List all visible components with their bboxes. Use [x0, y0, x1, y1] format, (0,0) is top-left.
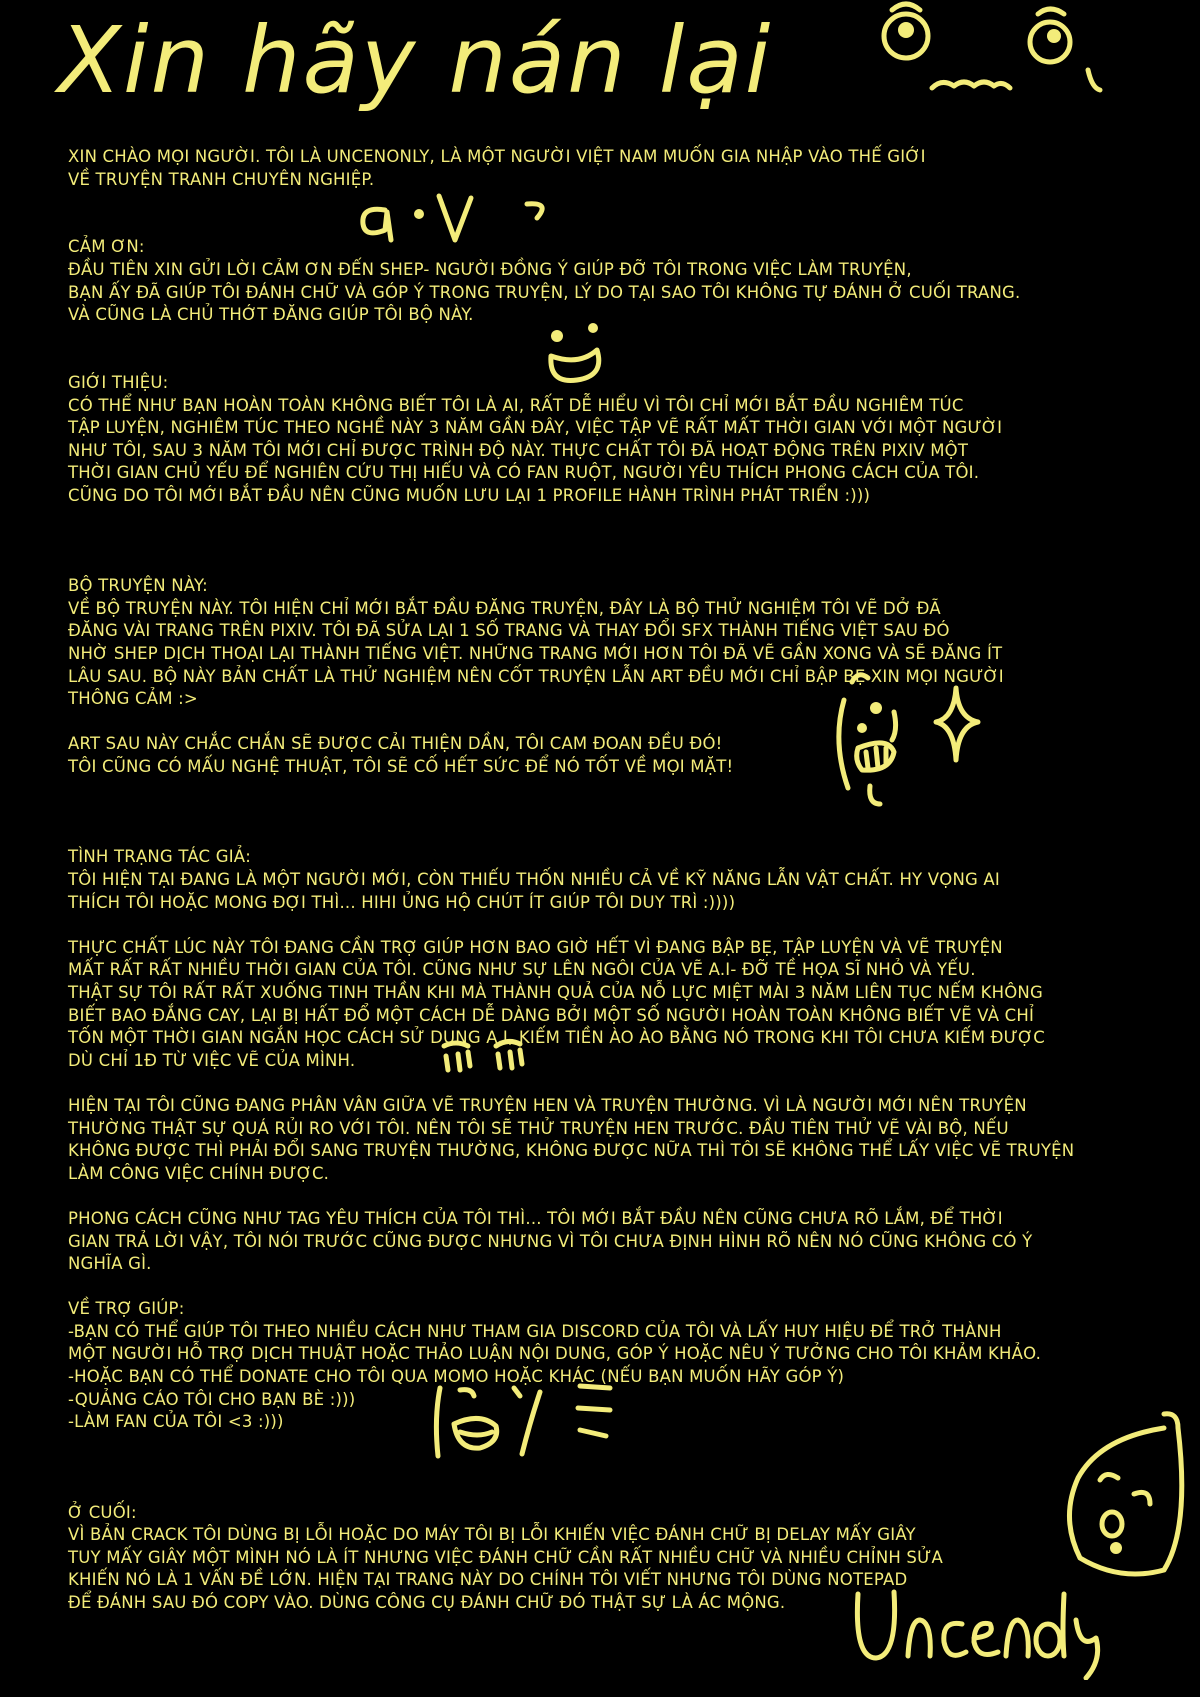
text-line: TUY MẤY GIÂY MỘT MÌNH NÓ LÀ ÍT NHƯNG VIỆC ĐÁNH CHỮ CẦN RẤT NHIỀU CHỮ VÀ NHIỀU CHỈNH SỬA — [68, 1547, 943, 1567]
grin-face-icon — [828, 668, 908, 813]
text-line — [68, 214, 1178, 237]
text-line: HIỆN TẠI TÔI CŨNG ĐANG PHÂN VÂN GIỮA VẼ TRUYỆN HEN VÀ TRUYỆN THƯỜNG. VÌ LÀ NGƯỜI MỚI NÊN TRUYỆN — [68, 1095, 1027, 1115]
text-line: VỀ TRUYỆN TRANH CHUYÊN NGHIỆP. — [68, 169, 375, 189]
wink-icon — [355, 190, 565, 250]
text-line: KHÔNG ĐƯỢC THÌ PHẢI ĐỔI SANG TRUYỆN THƯỜNG, KHÔNG ĐƯỢC NỮA THÌ TÔI SẼ KHÔNG THỂ LẤY VIỆC VẼ TRUYỆN — [68, 1141, 1075, 1161]
text-line: TẬP LUYỆN, NGHIÊM TÚC THEO NGHỀ NÀY 3 NĂM GẦN ĐÂY, VIỆC TẬP VẼ RẤT MẤT THỜI GIAN VỚI MỘT NGƯỜI — [68, 418, 1003, 438]
sweat-icon — [436, 1036, 536, 1076]
text-line — [68, 1185, 1178, 1208]
text-line — [68, 553, 1178, 576]
text-line: LÂU SAU. BỘ NÀY BẢN CHẤT LÀ THỬ NGHIỆM NÊN CỐT TRUYỆN LẪN ART ĐỀU MỚI CHỈ BẬP BẸ XIN MỌI NGƯỜI — [68, 666, 1004, 686]
text-line: -LÀM FAN CỦA TÔI <3 :))) — [68, 1412, 284, 1432]
text-line — [68, 914, 1178, 937]
text-line — [68, 711, 1178, 734]
text-line — [68, 1479, 1178, 1502]
text-line: XIN CHÀO MỌI NGƯỜI. TÔI LÀ UNCENONLY, LÀ MỘT NGƯỜI VIỆT NAM MUỐN GIA NHẬP VÀO THẾ GIỚI — [68, 147, 926, 166]
text-line: VỀ TRỢ GIÚP: — [68, 1299, 185, 1319]
text-line: TÌNH TRẠNG TÁC GIẢ: — [68, 847, 252, 867]
text-line: VÀ CŨNG LÀ CHỦ THỚT ĐĂNG GIÚP TÔI BỘ NÀY. — [68, 305, 474, 325]
text-line — [68, 824, 1178, 847]
text-line — [68, 349, 1178, 372]
text-line — [68, 327, 1178, 350]
text-line: ART SAU NÀY CHẮC CHẮN SẼ ĐƯỢC CẢI THIỆN DẦN, TÔI CAM ĐOAN ĐỀU ĐÓ! — [68, 734, 723, 754]
text-line: MỘT NGƯỜI HỖ TRỢ DỊCH THUẬT HOẶC THẢO LUẬN NỘI DUNG, GÓP Ý HOẶC NÊU Ý TƯỞNG CHO TÔI KHẢM KHẢO. — [68, 1344, 1042, 1364]
text-line: THỰC CHẤT LÚC NÀY TÔI ĐANG CẦN TRỢ GIÚP HƠN BAO GIỜ HẾT VÌ ĐANG BẬP BẸ, TẬP LUYỆN VÀ VẼ TRUYỆN — [68, 937, 1003, 957]
text-line: THỜI GIAN CHỦ YẾU ĐỂ NGHIÊN CỨU THỊ HIẾU VÀ CÓ FAN RUỘT, NGƯỜI YÊU THÍCH PHONG CÁCH CỦA TÔI. — [68, 463, 980, 483]
text-line: VÌ BẢN CRACK TÔI DÙNG BỊ LỖI HOẶC DO MÁY TÔI BỊ LỖI KHIẾN VIỆC ĐÁNH CHỮ BỊ DELAY MẤY GIÂY — [68, 1525, 916, 1545]
text-line: BẠN ẤY ĐÃ GIÚP TÔI ĐÁNH CHỮ VÀ GÓP Ý TRONG TRUYỆN, LÝ DO TẠI SAO TÔI KHÔNG TỰ ĐÁNH Ở CUỐI TRANG. — [68, 282, 1021, 302]
text-line: GIAN TRẢ LỜI VẬY, TÔI NÓI TRƯỚC CŨNG ĐƯỢC NHƯNG VÌ TÔI CHƯA ĐỊNH HÌNH RÕ NÊN NÓ CŨNG KHÔNG CÓ Ý — [68, 1231, 1033, 1251]
text-line: CÓ THỂ NHƯ BẠN HOÀN TOÀN KHÔNG BIẾT TÔI LÀ AI, RẤT DỄ HIỂU VÌ TÔI CHỈ MỚI BẮT ĐẦU NGHIÊM TÚC — [68, 395, 964, 415]
text-line: THƯỜNG THẬT SỰ QUÁ RỦI RO VỚI TÔI. NÊN TÔI SẼ THỬ TRUYỆN HEN TRƯỚC. ĐẦU TIÊN THỬ VẼ VÀI BỘ, NẾU — [68, 1118, 1009, 1138]
page-title: Xin hãy nán lại — [58, 7, 773, 114]
text-line: CẢM ƠN: — [68, 237, 145, 257]
text-line: GIỚI THIỆU: — [68, 372, 169, 392]
text-line — [68, 779, 1178, 802]
text-line: DÙ CHỈ 1Đ TỪ VIỆC VẼ CỦA MÌNH. — [68, 1050, 356, 1070]
text-line — [68, 530, 1178, 553]
text-line: ĐẦU TIÊN XIN GỬI LỜI CẢM ƠN ĐẾN SHEP- NGƯỜI ĐỒNG Ý GIÚP ĐỠ TÔI TRONG VIỆC LÀM TRUYỆN, — [68, 259, 912, 279]
face-peeking-icon — [870, 0, 1110, 110]
text-line: TÔI CŨNG CÓ MẤU NGHỆ THUẬT, TÔI SẼ CỐ HẾT SỨC ĐỂ NÓ TỐT VỀ MỌI MẶT! — [68, 757, 734, 777]
text-line: PHONG CÁCH CŨNG NHƯ TAG YÊU THÍCH CỦA TÔI THÌ... TÔI MỚI BẮT ĐẦU NÊN CŨNG CHƯA RÕ LẮM, ĐỂ THỜI — [68, 1208, 1003, 1228]
text-line: BIẾT BAO ĐẮNG CAY, LẠI BỊ HẤT ĐỔ MỘT CÁCH DỄ DÀNG BỞI MỘT SỐ NGƯỜI HOÀN TOÀN KHÔNG BIẾT VẼ VÀ CHỈ — [68, 1005, 1035, 1025]
text-line: MẤT RẤT RẤT NHIỀU THỜI GIAN CỦA TÔI. CŨNG NHƯ SỰ LÊN NGÔI CỦA VẼ A.I- ĐỠ TỀ HỌA SĨ NHỎ VÀ YẾU. — [68, 960, 976, 980]
text-line: CŨNG DO TÔI MỚI BẮT ĐẦU NÊN CŨNG MUỐN LƯU LẠI 1 PROFILE HÀNH TRÌNH PHÁT TRIỂN :))) — [68, 485, 871, 505]
text-line: -QUẢNG CÁO TÔI CHO BẠN BÈ :))) — [68, 1389, 356, 1409]
text-line — [68, 191, 1178, 214]
ghost-face-icon — [1060, 1408, 1190, 1583]
text-line: ĐỂ ĐÁNH SAU ĐÓ COPY VÀO. DÙNG CÔNG CỤ ĐÁNH CHỮ ĐÓ THẬT SỰ LÀ ÁC MỘNG. — [68, 1593, 786, 1612]
text-line: THÔNG CẢM :> — [68, 689, 198, 709]
text-line: BỘ TRUYỆN NÀY: — [68, 576, 208, 596]
text-line: THÍCH TÔI HOẶC MONG ĐỢI THÌ... HIHI ỦNG HỘ CHÚT ÍT GIÚP TÔI DUY TRÌ :)))) — [68, 892, 736, 912]
text-line: TỐN MỘT THỜI GIAN NGẮN HỌC CÁCH SỬ DỤNG A.I, KIẾM TIỀN ÀO ÀO BẰNG NÓ TRONG KHI TÔI CHƯA KIẾM ĐƯỢC — [68, 1028, 1045, 1048]
sparkle-icon — [932, 684, 982, 764]
text-line: LÀM CÔNG VIỆC CHÍNH ĐƯỢC. — [68, 1163, 330, 1183]
text-line — [68, 1276, 1178, 1299]
text-line: TÔI HIỆN TẠI ĐANG LÀ MỘT NGƯỜI MỚI, CÒN THIẾU THỐN NHIỀU CẢ VỀ KỸ NĂNG LẪN VẬT CHẤT. HY VỌNG AI — [68, 870, 1000, 889]
text-line: NHỜ SHEP DỊCH THOẠI LẠI THÀNH TIẾNG VIỆT. NHỮNG TRANG MỚI HƠN TÔI ĐÃ VẼ GẦN XONG VÀ SẼ ĐĂNG ÍT — [68, 644, 1003, 664]
text-line: KHIẾN NÓ LÀ 1 VẤN ĐỀ LỚN. HIỆN TẠI TRANG NÀY DO CHÍNH TÔI VIẾT NHƯNG TÔI DÙNG NOTEPAD — [68, 1570, 908, 1590]
text-line: -BẠN CÓ THỂ GIÚP TÔI THEO NHIỀU CÁCH NHƯ THAM GIA DISCORD CỦA TÔI VÀ LẤY HUY HIỆU ĐỂ TRỞ THÀNH — [68, 1321, 1002, 1341]
text-line: Ở CUỐI: — [68, 1502, 137, 1522]
text-line — [68, 801, 1178, 824]
text-line: ĐĂNG VÀI TRANG TRÊN PIXIV. TÔI ĐÃ SỬA LẠI 1 SỐ TRANG VÀ THAY ĐỔI SFX THÀNH TIẾNG VIỆT SAU ĐÓ — [68, 621, 950, 641]
text-line: NGHĨA GÌ. — [68, 1254, 152, 1274]
text-line — [68, 508, 1178, 531]
text-line: THẬT SỰ TÔI RẤT RẤT XUỐNG TINH THẦN KHI MÀ THÀNH QUẢ CỦA NỖ LỰC MIỆT MÀI 3 NĂM LIÊN TỤC NẾM KHÔNG — [68, 982, 1043, 1002]
text-line: NHƯ TÔI, SAU 3 NĂM TÔI MỚI CHỈ ĐƯỢC TRÌNH ĐỘ NÀY. THỰC CHẤT TÔI ĐÃ HOẠT ĐỘNG TRÊN PIXIV MỘT — [68, 440, 969, 460]
text-line: -HOẶC BẠN CÓ THỂ DONATE CHO TÔI QUA MOMO HOẶC KHÁC (NẾU BẠN MUỐN HÃY GÓP Ý) — [68, 1367, 845, 1387]
text-line — [68, 1072, 1178, 1095]
text-line: VỀ BỘ TRUYỆN NÀY. TÔI HIỆN CHỈ MỚI BẮT ĐẦU ĐĂNG TRUYỆN, ĐÂY LÀ BỘ THỬ NGHIỆM TÔI VẼ DỞ ĐÃ — [68, 598, 941, 618]
smile-icon — [545, 322, 615, 392]
signature — [850, 1580, 1110, 1680]
laugh-face-icon — [430, 1378, 630, 1468]
